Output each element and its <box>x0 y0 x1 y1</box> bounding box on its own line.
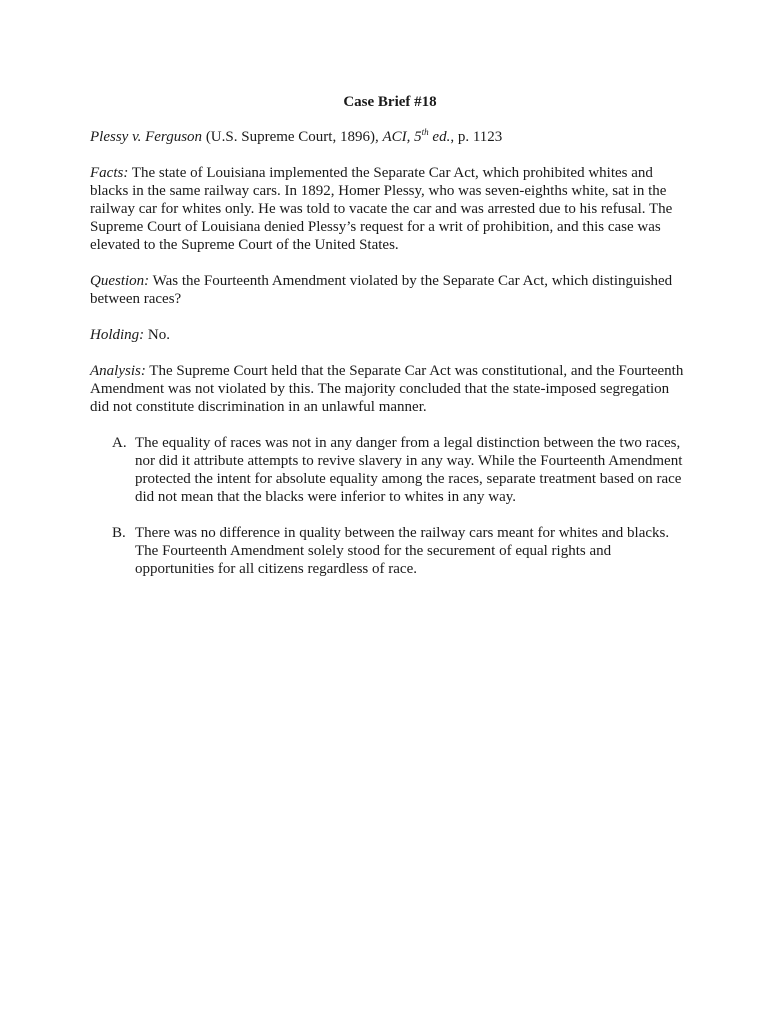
edition-label: ed. <box>428 129 451 145</box>
document-page <box>90 93 690 596</box>
list-item <box>90 434 690 506</box>
court-year: (U.S. Supreme Court, 1896), <box>202 129 383 145</box>
list-marker: B. <box>112 525 126 541</box>
facts-label: Facts: <box>90 165 129 181</box>
edition-ordinal-suffix: th <box>421 127 429 137</box>
facts-text: The state of Louisiana implemented the Separate Car Act, which prohibited whites and blacks in the same railway cars. In 1892, Homer Plessy, who was seven-eighths white, sat in the railway car for whites only. He was told to vacate the car and was arrested due to his refusal. The Supreme Court of Louisiana denied Plessy’s request for a writ of prohibition, and this case was elevated to the Supreme Court of the United States. <box>90 165 673 253</box>
holding-text: No. <box>144 327 171 343</box>
document-title: Case Brief #18 <box>343 94 437 110</box>
analysis-points-list <box>90 434 690 578</box>
case-name: Plessy v. Ferguson <box>90 129 203 145</box>
holding-label: Holding: <box>90 327 145 343</box>
question-section <box>90 272 690 308</box>
book-title: ACI <box>382 129 407 145</box>
list-item <box>90 524 690 578</box>
list-item-text: The equality of races was not in any danger from a legal distinction between the two races, nor did it attribute attempts to revive slavery in any way. While the Fourteenth Amendment protected the intent for absolute equality among the races, separate treatment based on race did not mean that the blacks were inferior to whites in any way. <box>135 435 683 505</box>
question-label: Question: <box>90 273 150 289</box>
edition-number: , 5 <box>406 129 422 145</box>
case-citation <box>90 128 690 146</box>
analysis-section <box>90 362 690 416</box>
holding-section <box>90 326 690 344</box>
analysis-text: The Supreme Court held that the Separate Car Act was constitutional, and the Fourteenth Amendment was not violated by this. The majority concluded that the state-imposed segregation did not constitute discrimination in an unlawful manner. <box>90 363 684 415</box>
facts-section <box>90 164 690 254</box>
analysis-label: Analysis: <box>90 363 146 379</box>
question-text: Was the Fourteenth Amendment violated by the Separate Car Act, which distinguished between races? <box>90 273 673 307</box>
list-item-text: There was no difference in quality between the railway cars meant for whites and blacks. The Fourteenth Amendment solely stood for the securement of equal rights and opportunities for all citizens regardless of race. <box>135 525 670 577</box>
page-reference: , p. 1123 <box>450 129 503 145</box>
list-marker: A. <box>112 435 127 451</box>
